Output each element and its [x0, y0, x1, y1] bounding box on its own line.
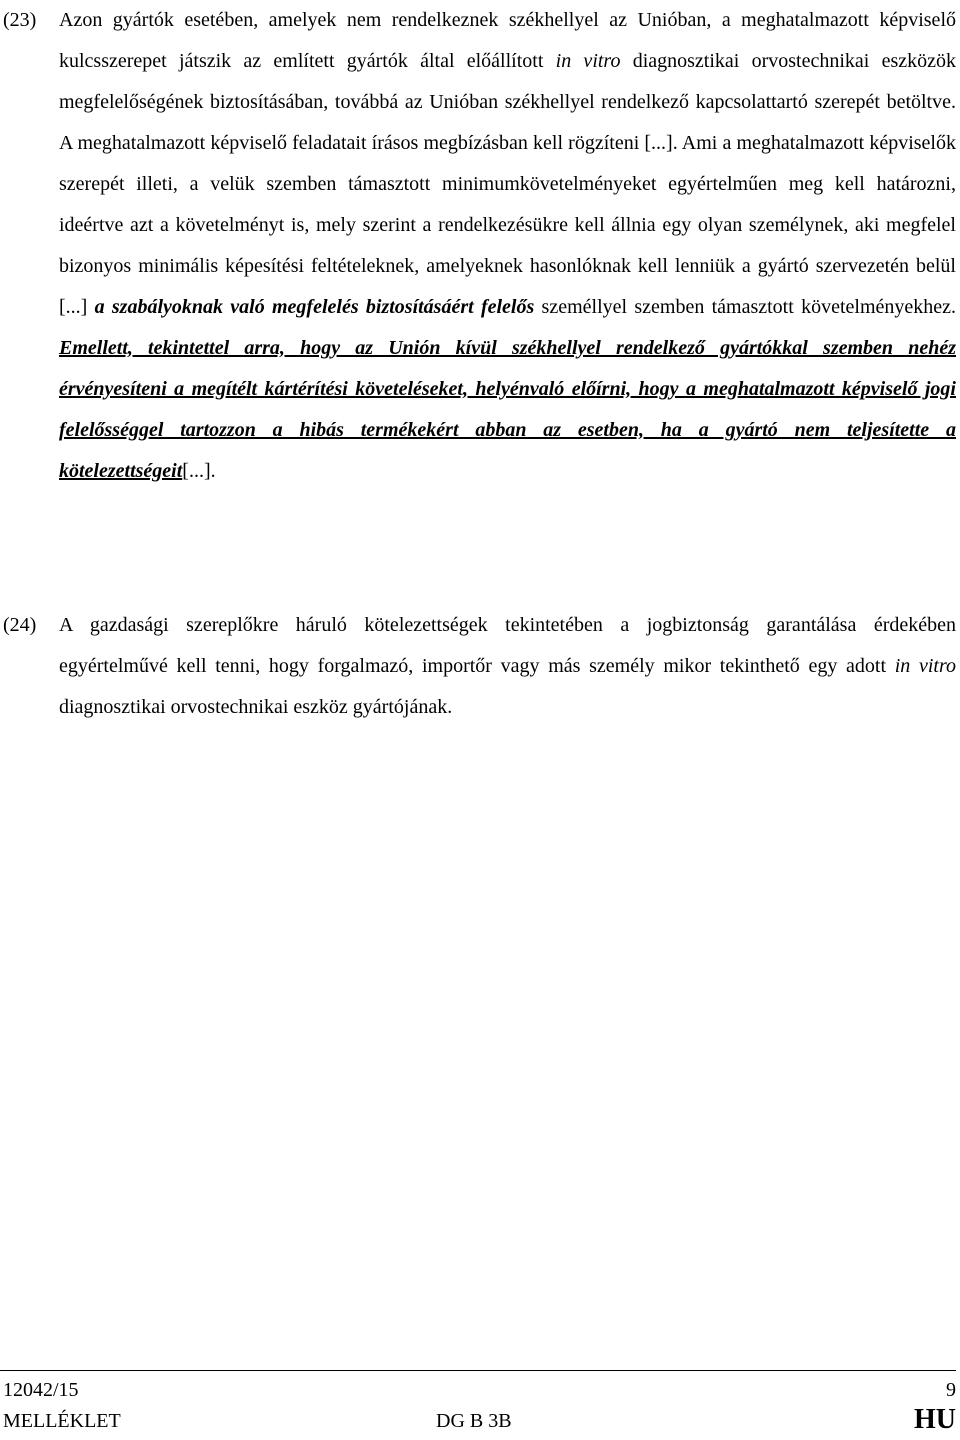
paragraph-text [59, 0, 956, 492]
text-segment: diagnosztikai orvostechnikai eszközök megfelelőségének biztosításában, továbbá az Unióban székhellyel rendelkező kapcsolattartó szerepét betöltve. A meghatalmazott képviselő feladatait írásos megbízásban kell rögzíteni [...]. Ami a meghatalmazott képviselők szerepét illeti, a velük szemben támasztott minimumkövetelményeket egyértelműen meg kell határozni, ideértve azt a követelményt is, mely szerint a rendelkezésükre kell állnia egy olyan személynek, aki megfelel bizonyos minimális képesítési feltételeknek, amelyeknek hasonlóknak kell lenniük a gyártó szervezetén belül [...] [59, 50, 956, 318]
paragraph-text [59, 605, 956, 728]
footer-document-reference: 12042/15 [3, 1379, 79, 1401]
footer-language-code: HU [914, 1404, 956, 1435]
footer-divider [0, 1370, 956, 1371]
text-segment: [...]. [182, 460, 216, 482]
text-segment-italic: in vitro [555, 50, 621, 72]
footer-department-code: DG B 3B [436, 1410, 512, 1432]
text-segment-italic: in vitro [894, 655, 956, 677]
text-segment: személlyel szemben támasztott követelményekhez. [534, 296, 957, 318]
text-segment-bold-italic-underline: Emellett, tekintettel arra, hogy az Unión kívül székhellyel rendelkező gyártókkal szemben nehéz érvényesíteni a megítélt kártérítési követeléseket, helyénvaló előírni, hogy a meghatalmazott képviselő jogi felelősséggel tartozzon a hibás termékekért abban az esetben, ha a gyártó nem teljesítette a kötelezettségeit [59, 337, 956, 482]
text-segment: Azon gyártók esetében, amelyek nem rendelkeznek székhellyel az Unióban, a meghatalmazott képviselő kulcsszerepet játszik az említett gyártók által előállított [59, 9, 956, 72]
paragraph-number: (23) [3, 9, 37, 31]
text-segment: A gazdasági szereplőkre háruló kötelezettségek tekintetében a jogbiztonság garantálása érdekében egyértelművé kell tenni, hogy forgalmazó, importőr vagy más személy mikor tekinthető egy adott [59, 614, 956, 677]
text-segment-bold-italic: a szabályoknak való megfelelés biztosításáért felelős [94, 296, 535, 318]
footer-page-number: 9 [946, 1379, 956, 1401]
paragraph-number: (24) [3, 614, 37, 636]
text-segment: diagnosztikai orvostechnikai eszköz gyártójának. [59, 696, 453, 718]
footer-annex-label: MELLÉKLET [3, 1410, 121, 1432]
